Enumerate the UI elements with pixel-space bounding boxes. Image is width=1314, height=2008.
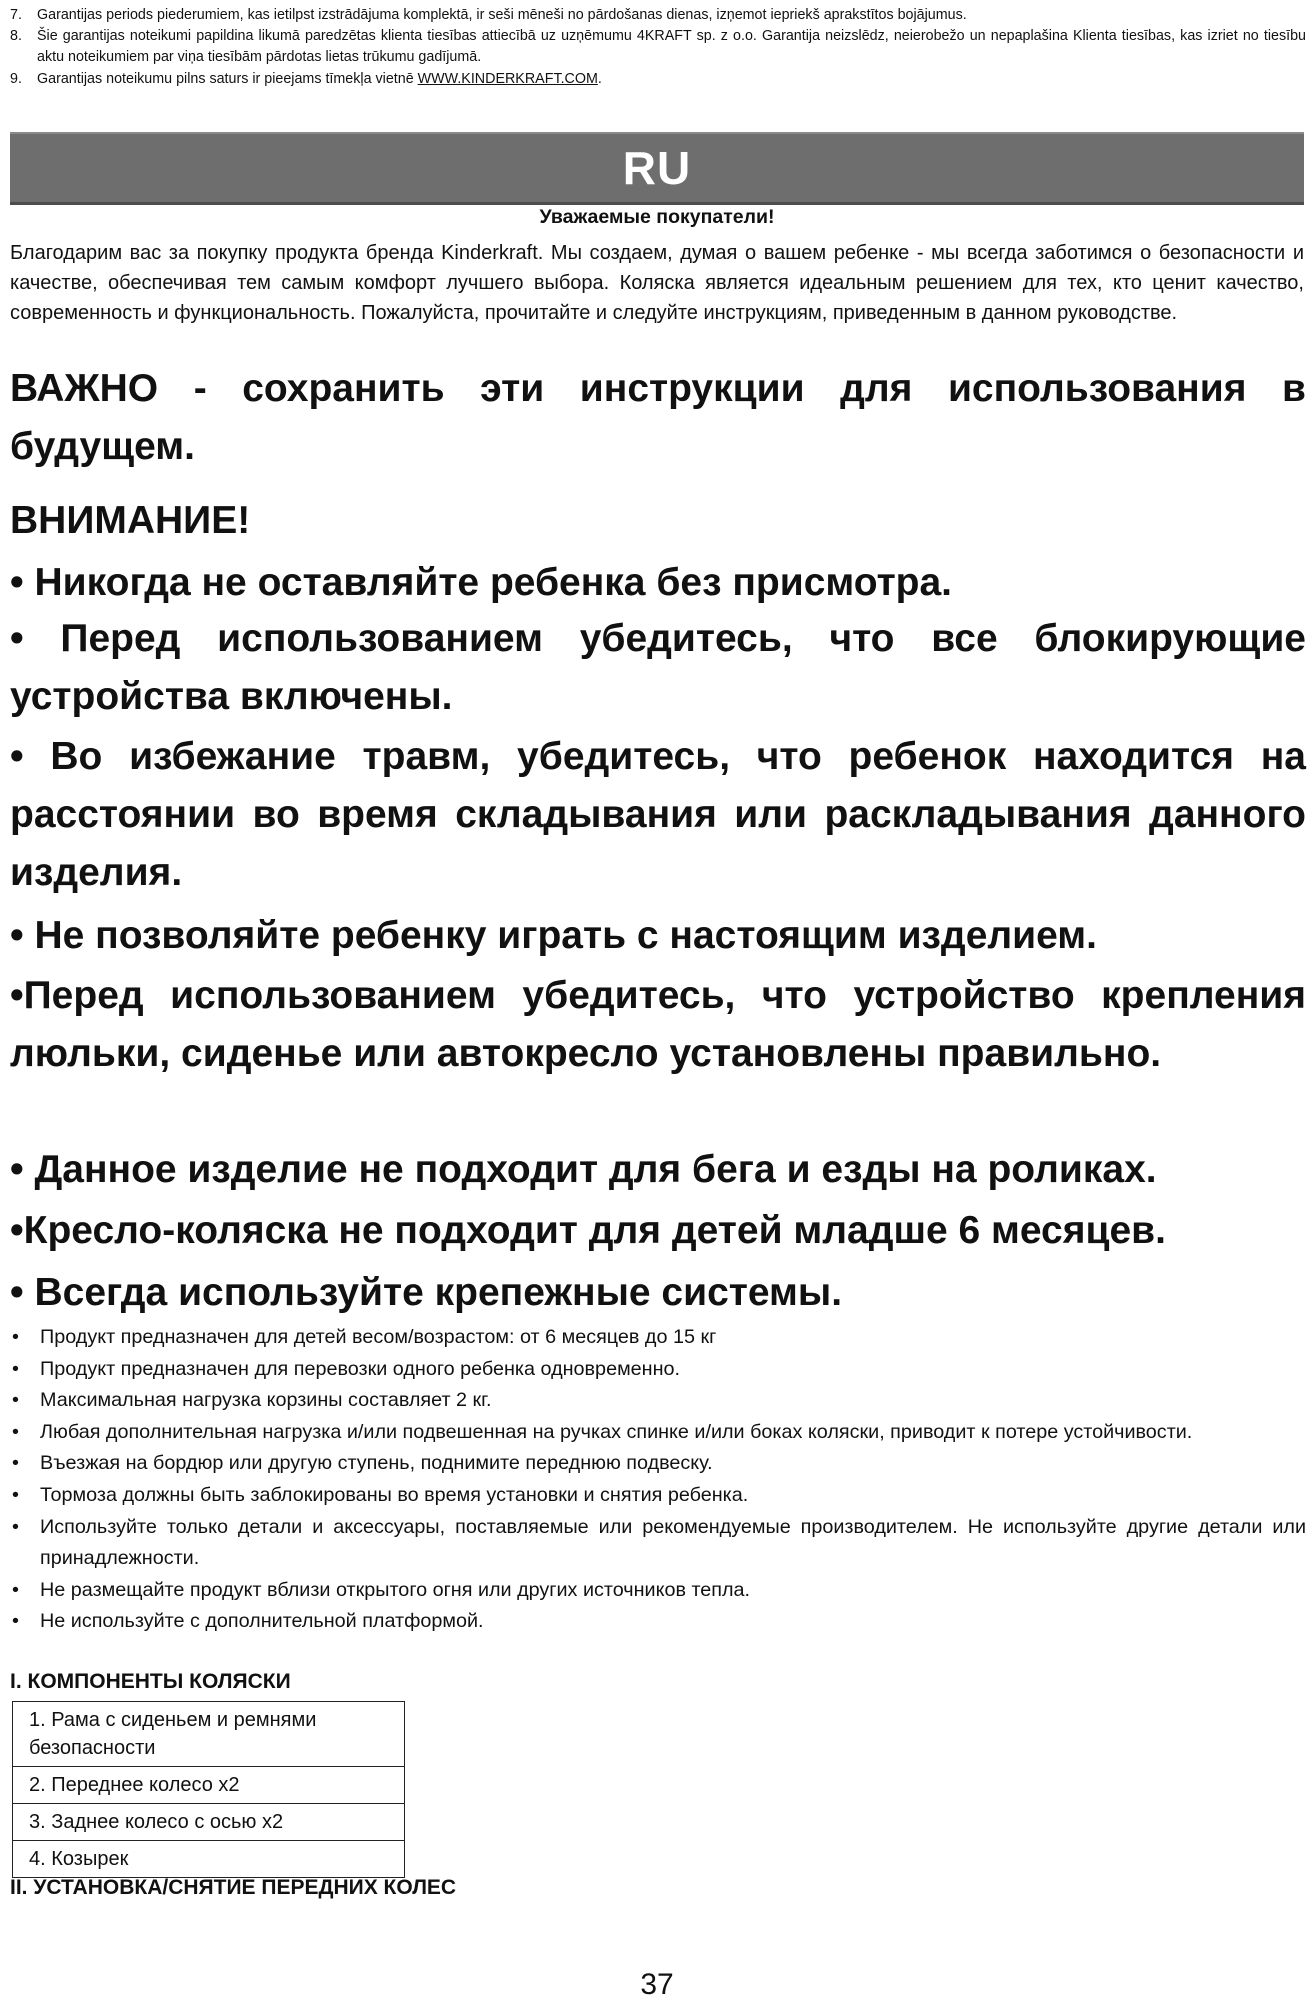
list-item-text: Въезжая на бордюр или другую ступень, поднимите переднюю подвеску. — [40, 1452, 713, 1475]
note-text-with-link — [37, 69, 1306, 90]
bullet-icon: • — [12, 1420, 19, 1443]
list-item — [10, 1322, 1306, 1354]
list-item — [10, 1480, 1306, 1512]
warning-item: •Кресло-коляска не подходит для детей младше 6 месяцев. — [10, 1209, 1166, 1252]
table-row — [13, 1702, 405, 1767]
list-item — [10, 1575, 1306, 1607]
note-text: Garantijas periods piederumiem, kas ietilpst izstrādājuma komplektā, ir seši mēneši no pārdošanas dienas, izņemot iepriekš aprakstītos bojājumus. — [37, 7, 967, 23]
table-cell: 3. Заднее колесо с осью x2 — [13, 1804, 405, 1841]
note-text: Šie garantijas noteikumi papildina likumā paredzētas klienta tiesības attiecībā uz uzņēmumu 4KRAFT sp. z o.o. Garantija neizslēdz, neierobežo un nepaplašina Klienta tiesības, kas izriet no tiesību aktu noteikumiem par viņa tiesībām pārdotas lietas trūkumu gadījumā. — [37, 28, 1306, 66]
intro-paragraph: Благодарим вас за покупку продукта бренда Kinderkraft. Мы создаем, думая о вашем ребенке - мы всегда заботимся о безопасности и качестве, обеспечивая тем самым комфорт лучшего выбора. Коляска является идеальным решением для тех, кто ценит качество, современность и функциональность. Пожалуйста, прочитайте и следуйте инструкциям, приведенным в данном руководстве. — [10, 242, 1304, 324]
list-item-text: Продукт предназначен для перевозки одного ребенка одновременно. — [40, 1357, 681, 1380]
warning-item: •Перед использованием убедитесь, что устройство крепления люльки, сиденье или автокресло установлены правильно. — [10, 974, 1306, 1075]
bullet-icon: • — [12, 1452, 19, 1475]
list-item-text: Максимальная нагрузка корзины составляет 2 кг. — [40, 1389, 492, 1412]
table-row — [13, 1767, 405, 1804]
front-wheels-section-title: II. УСТАНОВКА/СНЯТИЕ ПЕРЕДНИХ КОЛЕС — [10, 1876, 457, 1899]
language-banner — [10, 132, 1304, 205]
warning-item: • Никогда не оставляйте ребенка без присмотра. — [10, 561, 953, 604]
bullet-icon: • — [12, 1515, 19, 1538]
warning-item: • Данное изделие не подходит для бега и езды на роликах. — [10, 1148, 1157, 1191]
attention-heading: ВНИМАНИЕ! — [10, 499, 251, 542]
warning-item: • Во избежание травм, убедитесь, что ребенок находится на расстоянии во время складывания или раскладывания данного изделия. — [10, 735, 1306, 894]
warranty-note — [10, 26, 1306, 68]
list-item-text: Тормоза должны быть заблокированы во время установки и снятия ребенка. — [40, 1483, 749, 1506]
note-number: 8. — [10, 28, 22, 45]
greeting-heading: Уважаемые покупатели! — [539, 206, 775, 228]
components-table — [12, 1701, 405, 1878]
note-number: 9. — [10, 70, 22, 87]
list-item — [10, 1606, 1306, 1638]
warning-item: • Не позволяйте ребенку играть с настоящим изделием. — [10, 914, 1097, 957]
list-item — [10, 1512, 1306, 1575]
warranty-note — [10, 5, 1306, 26]
page-number: 37 — [640, 1968, 674, 2001]
list-item-text: Продукт предназначен для детей весом/возрастом: от 6 месяцев до 15 кг — [40, 1326, 717, 1348]
kinderkraft-website-link[interactable]: WWW.KINDERKRAFT.COM — [417, 70, 598, 87]
bullet-icon: • — [12, 1326, 19, 1348]
list-item — [10, 1417, 1306, 1449]
language-code: RU — [622, 142, 692, 194]
warranty-notes-list — [10, 5, 1306, 90]
list-item-text: Используйте только детали и аксессуары, поставляемые или рекомендуемые производителем. Не используйте другие детали или принадлежности. — [40, 1515, 1306, 1570]
table-cell: 4. Козырек — [13, 1841, 405, 1878]
bullet-icon: • — [12, 1483, 19, 1506]
warning-item: • Всегда используйте крепежные системы. — [10, 1271, 843, 1314]
list-item — [10, 1354, 1306, 1386]
bullet-icon: • — [12, 1389, 19, 1412]
warning-item: • Перед использованием убедитесь, что все блокирующие устройства включены. — [10, 617, 1306, 718]
bullet-icon: • — [12, 1610, 19, 1633]
warranty-note — [10, 69, 1306, 90]
list-item — [10, 1448, 1306, 1480]
list-item — [10, 1385, 1306, 1417]
table-row — [13, 1841, 405, 1878]
note-number: 7. — [10, 7, 22, 23]
components-section-title: I. КОМПОНЕНТЫ КОЛЯСКИ — [10, 1670, 291, 1693]
keep-instructions-warning: ВАЖНО - сохранить эти инструкции для использования в будущем. — [10, 367, 1306, 468]
table-cell: 2. Переднее колесо x2 — [13, 1767, 405, 1804]
list-item-text: Не используйте с дополнительной платформой. — [40, 1610, 484, 1633]
table-row — [13, 1804, 405, 1841]
safety-bullet-list — [10, 1322, 1306, 1638]
table-cell: 1. Рама с сиденьем и ремнями безопасности — [13, 1702, 405, 1767]
list-item-text: Любая дополнительная нагрузка и/или подвешенная на ручках спинке и/или боках коляски, приводит к потере устойчивости. — [40, 1420, 1193, 1443]
bullet-icon: • — [12, 1357, 19, 1380]
bullet-icon: • — [12, 1578, 19, 1601]
note-tail: . — [597, 70, 602, 87]
note-text: Garantijas noteikumu pilns saturs ir pieejams tīmekļa vietnē — [37, 70, 418, 87]
list-item-text: Не размещайте продукт вблизи открытого огня или других источников тепла. — [40, 1578, 751, 1601]
